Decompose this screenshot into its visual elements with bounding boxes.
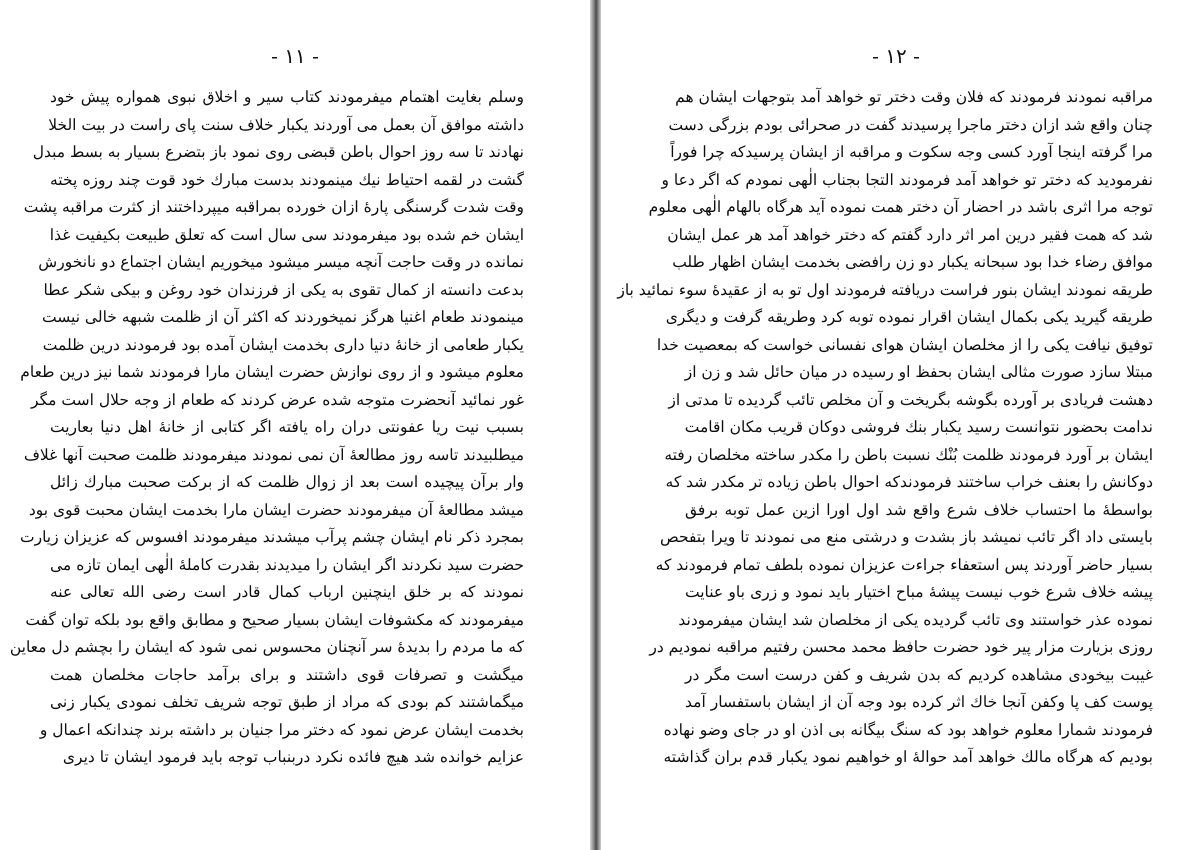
left-page-text-line: وقت شدت گرسنگی پارهٔ ازان خورده بمراقبه میپرداختند از کثرت مراقبه پشت [23,198,524,216]
left-page-number: - ۱۱ - [271,44,319,68]
right-page-text-line: نفرمودید که دختر تو خواهد آمد فرمودند التجا بجناب الٰهی نمودم که اگر دعا و [661,170,1153,189]
right-page-text-line: فرمودند شمارا معلوم خواهد بود که سنگ بیگانه بی اذن او در جای وضو نهاده [663,720,1153,739]
left-page-text-line: میگشت و تصرفات قوی داشتند و برای برآمد حاجات مخلصان همت [50,665,524,684]
left-page-text-line: میگماشتند کم بودی که مراد از طبق توجه شریف تخلف نمودی یکبار زنی [50,693,524,711]
right-page-text-line: طریقه نمودند ایشان بنور فراست دریافته فرمودند اول تو به از عقیدهٔ سوء نمائید باز [617,280,1153,299]
left-page-text-line: بمجرد ذکر نام ایشان چشم پرآب میشدند میفرمودند افسوس که عزیزان زیارت [20,528,524,546]
left-page-text-line: که ما مردم را بدیدهٔ سر آنچنان محسوس نمی شود که ایشان را بچشم دل معاین [9,638,524,656]
left-page-text-line: وار برآن پیچیده است بعد از زوال ظلمت که از برکت صحبت مبارك زائل [50,473,524,491]
left-page-text-line: میطلبیدند تاسه روز مطالعهٔ آن نمی نمودند میفرمودند ظلمت صحبت آنها غلاف [23,445,524,464]
left-page-text-line: میشد مطالعهٔ آن میفرمودند حضرت ایشان مارا بخدمت ایشان محبت قوی بود [28,500,524,519]
book-gutter [590,0,601,850]
right-page-text-line: مرا گرفته اینجا آورد کسی وجه سکوت و مراقبه از ایشان پرسیدکه چرا فوراً [670,143,1153,161]
left-page-text-line: بسبب نیت ریا عفونتی دران راه یافته اگر کتابی از خانهٔ اهل دنیا بعاریت [50,418,524,436]
right-page-text-line: پیشه خلاف شرع خوب نیست پیشهٔ مباح اختیار باید نمود و زری باو عنایت [685,583,1153,601]
right-page-text-line: شد که همت فقیر درین امر اثر دارد گفتم که دختر خواهد آمد هر عمل ایشان [667,225,1153,244]
left-page-text-line: بدعت دانسته از کمال تقوی به یکی از فرزندان خود روغن و بیکی شکر عطا [43,280,524,299]
left-page-text-line: معلوم میشود و از روی نوازش حضرت ایشان مارا فرمودند شما نیز درین طعام [20,363,524,381]
left-page-text-line: عزایم خوانده شد هیچ فائده نکرد دربنباب توجه باید فرمود ایشان تا دیری [62,748,524,766]
right-page-text-line: مبتلا سازد صورت مثالی ایشان بحفظ او رسیده در میان حائل شد و زن از [684,363,1153,381]
right-page-text-line: توفیق نیافت یکی را از مخلصان ایشان هوای نفسانی خواست که بمعصیت خدا [656,335,1153,354]
right-page [601,0,1191,850]
left-page-text-line: بخدمت ایشان عرض نمود که دختر مرا جنیان بر داشته برند چندانکه اعمال و [39,720,524,739]
right-page-text-line: ایشان بر آورد فرمودند ظلمت بُنْك نسبت باطن را مکدر ساخته مخلصان رفته [664,445,1153,464]
left-page-text-line: گشت در لقمه احتیاط نیك مینمودند بدست مبارك خود قوت چند روزه پخته [50,170,524,189]
right-page-text-line: دوکانش را بعنف خراب ساختند فرمودندکه احوال باطن زیاده تر مکدر شد که [665,473,1153,491]
left-page-text-line: داشته موافق آن بعمل می آوردند یکبار خلاف سنت پای راست در بیت الخلا [48,115,524,134]
right-page-text-line: بسیار حاضر آوردند پس استعفاء جراءت عزیزان نموده بلطف تمام فرمودند که [655,555,1153,574]
right-page-text-line: توجه مرا اثری باشد در احضار آن دختر همت نموده آید هرگاه بالهام الٰهی معلوم [648,198,1153,216]
right-page-text-line: دهشت فریادی بر آورده بگوشه بگریخت و آن مخلص تائب گردیده تا مدتی از [668,390,1153,409]
left-page-text-line: یکبار طعامی از خانهٔ دنیا داری بخدمت ایشان آمده بود فرمودند درین ظلمت [42,335,524,354]
right-page-text-line: بواسطهٔ ما احتساب خلاف شرع واقع شد اول اورا ازین عمل توبه برفق [685,500,1153,519]
left-page-text-line: نمانده در وقت حاجت آنچه میسر میشود میخوریم ایشان اجتماع دو نانخورش [38,253,524,271]
right-page-text-line: نموده عذر خواستند وی تائب گردیده یکی از مخلصان شد ایشان میفرمودند [678,610,1153,629]
left-page-text-line: وسلم بغایت اهتمام میفرمودند کتاب سیر و اخلاق نبوی همواره پیش خود [50,88,524,106]
right-page-text-line: غیبت بیخودی مشاهده کردیم که بدن شریف و کفن درست است مگر در [685,665,1153,684]
left-page-text-line: مینمودند طعام اغنیا هرگز نمیخوردند که اکثر آن از ظلمت شبهه خالی نیست [41,308,524,326]
right-page-text-line: موافق رضاء خدا بود سبحانه یکبار دو زن رافضی بخدمت ایشان اظهار طلب [672,253,1153,271]
right-page-text-line: طریقه گیرید یکی بکمال ایشان اقرار نموده توبه کرد وطریقه گرفت و دیگری [665,308,1153,326]
right-page-text-line: روزی بزیارت مزار پیر خود حضرت حافظ محمد محسن رفتیم مراقبه نمودیم در [649,638,1153,656]
right-page-text-line: بایستی داد اگر تائب نمیشد باز بشدت و درشتی منع می نمودند تا ویرا بتفحص [659,528,1153,546]
right-page-text-line: چنان واقع شد ازان دختر ماجرا پرسیدند گفت در صحرائی بودم بزرگی دست [668,115,1153,134]
right-page-text-line: پوست کف پا وکفن آنجا خاك اثر کرده بود وجه آن از ایشان باستفسار آمد [685,693,1153,711]
right-page-text-line: مراقبه نمودند فرمودند که فلان وقت دختر تو خواهد آمد بتوجهات ایشان هم [675,88,1153,106]
left-page-text-line: غور نمائید آنحضرت متوجه شده عرض کردند که طعام از وجه حلال است مگر [31,390,524,409]
left-page [0,0,590,850]
left-page-text-line: حضرت سید نکردند اگر ایشان را میدیدند بقدرت کاملهٔ الٰهی ایمان تازه می [50,555,524,574]
left-page-text-line: نهادند تا سه روز احوال باطن قبضی روی نمود باز بتضرع بسیار به بسط مبدل [32,143,524,161]
right-page-number: - ۱۲ - [872,44,920,68]
left-page-text-line: نمودند که بر خلق اینچنین ارباب کمال قادر است رضی الله تعالی عنه [50,583,524,601]
right-page-text-line: بودیم که هرگاه مالك خواهد آمد حوالهٔ او خواهیم نمود یکبار قدم بران گذاشته [663,748,1153,766]
right-page-text-line: ندامت بحضور نتوانست رسید یکبار بنك فروشی دوکان قریب مکان اقامت [684,418,1153,436]
right-page-text [617,84,1153,772]
left-page-text-line: میفرمودند که مکشوفات ایشان بسیار صحیح و مطابق واقع بود بلکه توان گفت [25,610,524,629]
left-page-text [9,84,524,772]
left-page-text-line: ایشان خم شده بود میفرمودند سی سال است که تعلق طبیعت بکیفیت غذا [49,225,524,244]
